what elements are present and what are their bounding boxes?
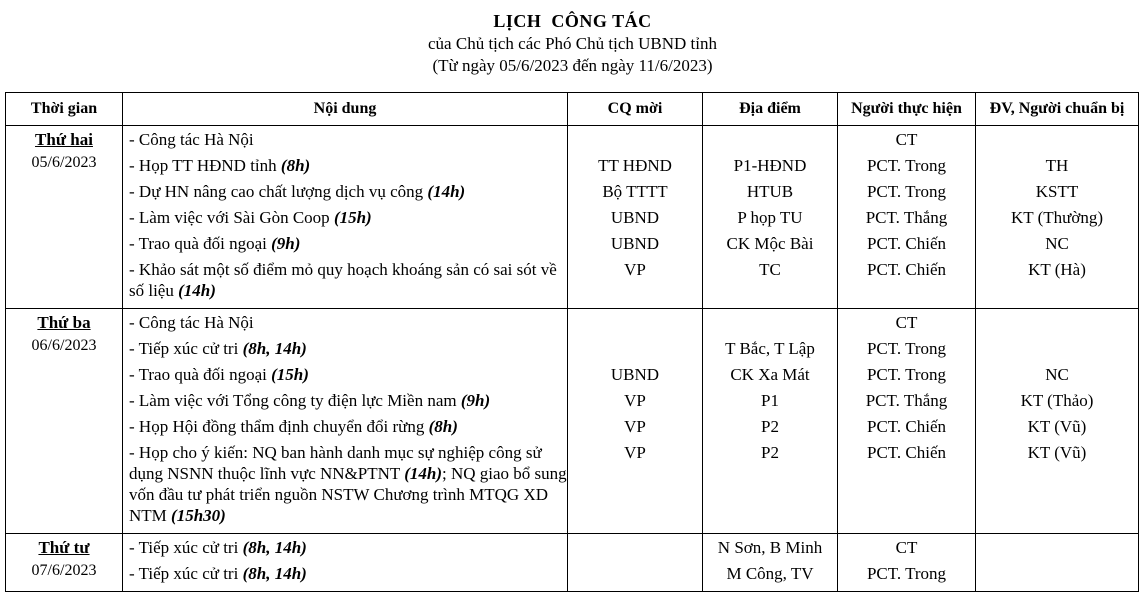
date-range: (Từ ngày 05/6/2023 đến ngày 11/6/2023) [432, 56, 713, 75]
day-name: Thứ tư [38, 538, 90, 557]
day-date: 07/6/2023 [31, 562, 97, 579]
document-title: LỊCH CÔNG TÁC [493, 11, 652, 31]
day-name: Thứ hai [35, 130, 93, 149]
day-date: 06/6/2023 [31, 337, 97, 354]
list-item: - Dự HN nâng cao chất lượng dịch vụ công (14h) [129, 182, 466, 201]
executor-cell: CT PCT. Trong PCT. Trong PCT. Thắng PCT. Chiến PCT. Chiến [838, 126, 976, 309]
preparer-cell: NC KT (Thảo) KT (Vũ) KT (Vũ) [976, 309, 1139, 534]
list-item: - Họp cho ý kiến: NQ ban hành danh mục sự nghiệp công sử dụng NSNN thuộc lĩnh vực NN&PTNT (14h); NQ giao bổ sung vốn đầu tư phát triển nguồn NSTW Chương trình MTQG XD NTM (15h30) [129, 443, 567, 525]
document-subtitle: của Chủ tịch các Phó Chủ tịch UBND tỉnh [428, 34, 717, 53]
table-header-row [6, 93, 1139, 126]
day-row-monday [6, 126, 1139, 309]
day-row-wednesday [6, 534, 1139, 592]
inviter-cell: UBND VP VP VP [568, 309, 703, 534]
list-item: - Công tác Hà Nội [129, 130, 254, 149]
location-cell: P1-HĐND HTUB P họp TU CK Mộc Bài TC [703, 126, 838, 309]
list-item: - Họp Hội đồng thẩm định chuyển đổi rừng (8h) [129, 417, 458, 436]
executor-cell: CT PCT. Trong [838, 534, 976, 592]
list-item: - Tiếp xúc cử tri (8h, 14h) [129, 339, 307, 358]
inviter-cell: TT HĐND Bộ TTTT UBND UBND VP [568, 126, 703, 309]
list-item: - Họp TT HĐND tỉnh (8h) [129, 156, 311, 175]
col-header-time: Thời gian [6, 93, 123, 126]
list-item: - Khảo sát một số điểm mỏ quy hoạch khoáng sản có sai sót về số liệu (14h) [129, 260, 557, 300]
list-item: - Trao quà đối ngoại (15h) [129, 365, 309, 384]
list-item: - Tiếp xúc cử tri (8h, 14h) [129, 538, 307, 557]
content-cell [123, 534, 568, 592]
day-name: Thứ ba [37, 313, 91, 332]
content-cell [123, 126, 568, 309]
col-header-executor: Người thực hiện [838, 93, 976, 126]
list-item: - Trao quà đối ngoại (9h) [129, 234, 301, 253]
inviter-cell [568, 534, 703, 592]
location-cell: N Sơn, B Minh M Công, TV [703, 534, 838, 592]
location-cell: T Bắc, T Lập CK Xa Mát P1 P2 P2 [703, 309, 838, 534]
day-row-tuesday [6, 309, 1139, 534]
list-item: - Làm việc với Sài Gòn Coop (15h) [129, 208, 372, 227]
content-cell [123, 309, 568, 534]
list-item: - Tiếp xúc cử tri (8h, 14h) [129, 564, 307, 583]
preparer-cell [976, 534, 1139, 592]
executor-cell: CT PCT. Trong PCT. Trong PCT. Thắng PCT. Chiến PCT. Chiến [838, 309, 976, 534]
col-header-location: Địa điểm [703, 93, 838, 126]
schedule-table [5, 92, 1139, 592]
col-header-inviter: CQ mời [568, 93, 703, 126]
col-header-content: Nội dung [123, 93, 568, 126]
day-date: 05/6/2023 [31, 154, 97, 171]
preparer-cell: TH KSTT KT (Thường) NC KT (Hà) [976, 126, 1139, 309]
col-header-preparer: ĐV, Người chuẩn bị [976, 93, 1139, 126]
list-item: - Làm việc với Tổng công ty điện lực Miền nam (9h) [129, 391, 491, 410]
list-item: - Công tác Hà Nội [129, 313, 254, 332]
